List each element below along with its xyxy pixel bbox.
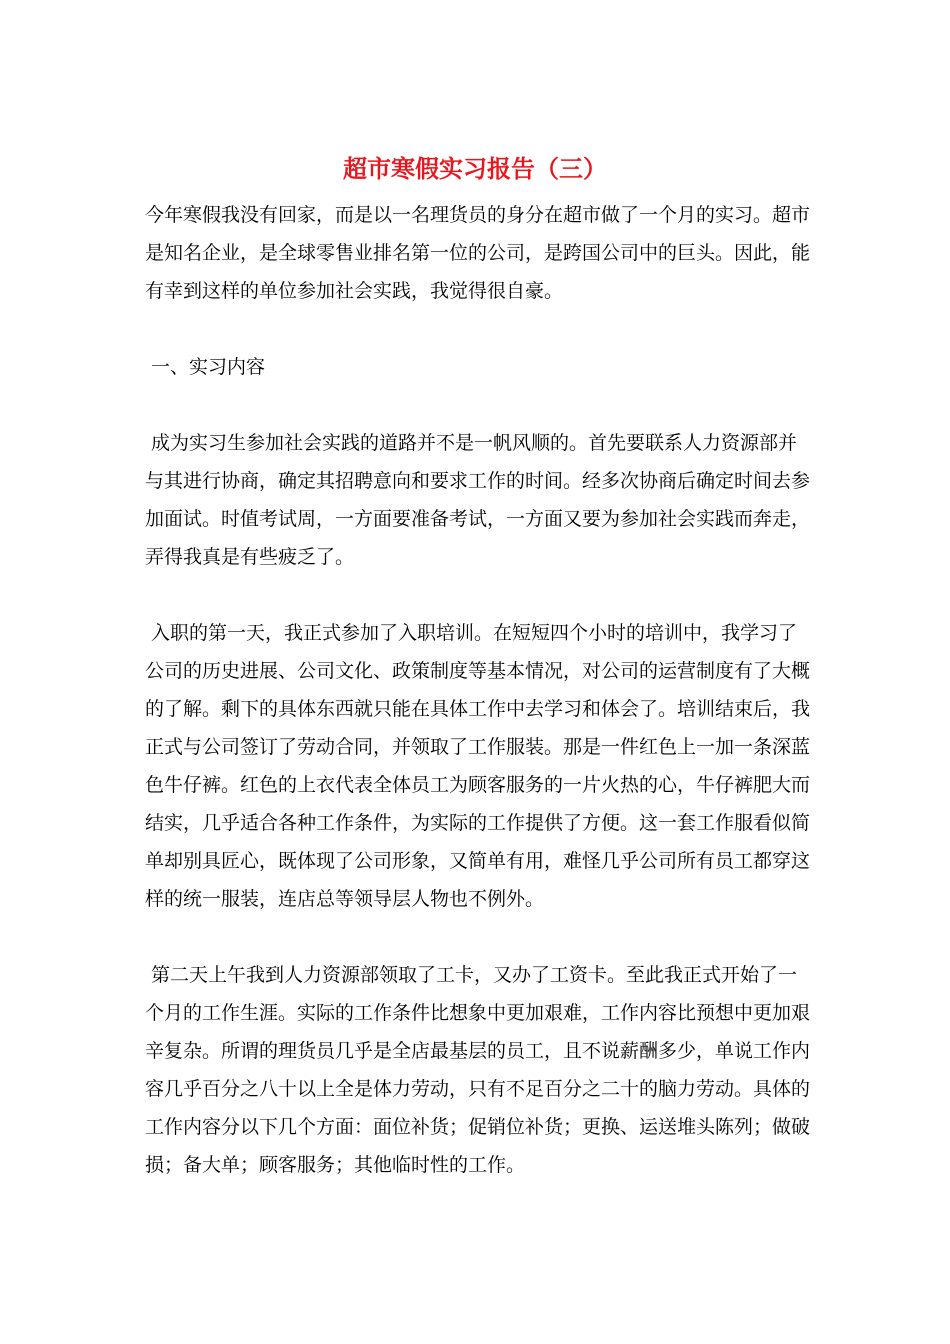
paragraph-gap [145,576,810,614]
paragraph-gap [145,918,810,956]
paragraph-gap [145,310,810,348]
paragraph-second-day: 第二天上午我到人力资源部领取了工卡，又办了工资卡。至此我正式开始了一个月的工作生涯。实际的工作条件比想象中更加艰难，工作内容比预想中更加艰辛复杂。所谓的理货员几乎是全店最基层的员工，且不说薪酬多少，单说工作内容几乎百分之八十以上全是体力劳动，只有不足百分之二十的脑力劳动。具体的工作内容分以下几个方面：面位补货；促销位补货；更换、运送堆头陈列；做破损；备大单；顾客服务；其他临时性的工作。 [145,964,811,1176]
paragraph-becoming-intern: 成为实习生参加社会实践的道路并不是一帆风顺的。首先要联系人力资源部并与其进行协商，确定其招聘意向和要求工作的时间。经多次协商后确定时间去参加面试。时值考试周，一方面要准备考试，一方面又要为参加社会实践而奔走，弄得我真是有些疲乏了。 [145,432,811,568]
document-title: 超市寒假实习报告（三） [343,154,607,183]
document-body [145,196,810,1184]
section-heading-internship-content: 一、实习内容 [145,356,266,378]
paragraph-intro: 今年寒假我没有回家，而是以一名理货员的身分在超市做了一个月的实习。超市是知名企业，是全球零售业排名第一位的公司，是跨国公司中的巨头。因此，能有幸到这样的单位参加社会实践，我觉得很自豪。 [145,204,811,302]
paragraph-first-day: 入职的第一天，我正式参加了入职培训。在短短四个小时的培训中，我学习了公司的历史进展、公司文化、政策制度等基本情况，对公司的运营制度有了大概的了解。剩下的具体东西就只能在具体工作中去学习和体会了。培训结束后，我正式与公司签订了劳动合同，并领取了工作服装。那是一件红色上一加一条深蓝色牛仔裤。红色的上衣代表全体员工为顾客服务的一片火热的心，牛仔裤肥大而结实，几乎适合各种工作条件，为实际的工作提供了方便。这一套工作服看似简单却别具匠心，既体现了公司形象，又简单有用，难怪几乎公司所有员工都穿这样的统一服装，连店总等领导层人物也不例外。 [145,622,811,910]
paragraph-gap [145,386,810,424]
